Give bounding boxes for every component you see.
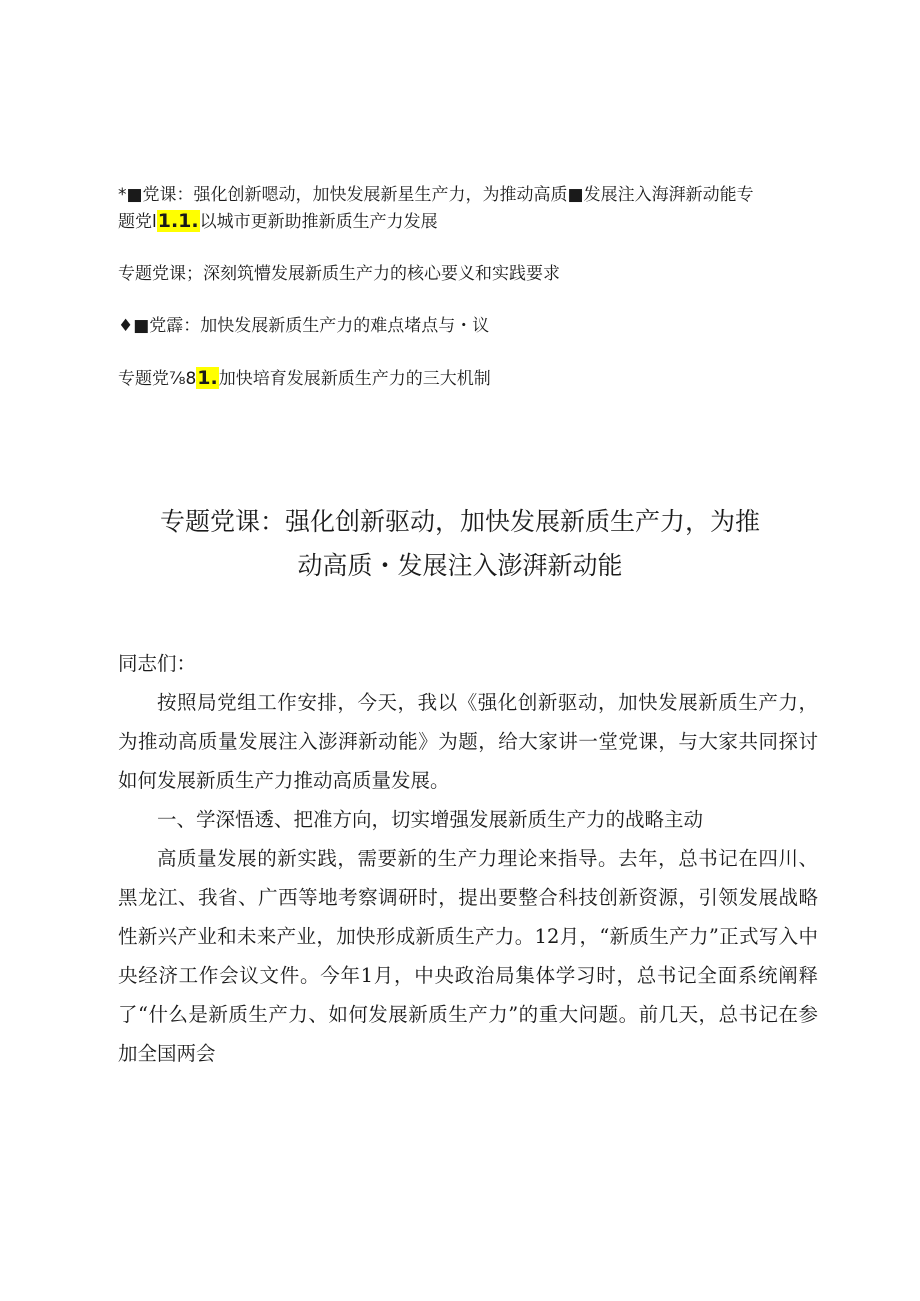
document-body	[118, 644, 818, 1073]
table-of-contents	[118, 182, 818, 392]
toc-item-1-line-2[interactable]	[118, 208, 818, 235]
toc-item-4[interactable]	[118, 365, 818, 392]
toc-item-1-suffix: 以城市更新助推新质生产力发展	[199, 212, 438, 232]
toc-item-4-suffix: 加快培育发展新质生产力的三大机制	[218, 369, 491, 389]
toc-item-1-line-1[interactable]: *■党课：强化创新嗯动，加快发展新星生产力，为推动高质■发展注入海湃新动能专	[118, 185, 754, 205]
highlighted-page-number: 1.	[197, 367, 218, 389]
toc-item-1-prefix: 题党l	[118, 212, 157, 232]
document-title	[100, 500, 820, 588]
toc-item-4-prefix: 专题党⅞8	[118, 369, 197, 389]
section-paragraph: 高质量发展的新实践，需要新的生产力理论来指导。去年，总书记在四川、黑龙江、我省、广西等地考察调研时，提出要整合科技创新资源，引领发展战略性新兴产业和未来产业，加快形成新质生产力。12月，“新质生产力”正式写入中央经济工作会议文件。今年1月，中央政治局集体学习时，总书记全面系统阐释了“什么是新质生产力、如何发展新质生产力”的重大问题。前几天，总书记在参加全国两会	[118, 847, 818, 1065]
section-heading: 一、学深悟透、把准方向，切实增强发展新质生产力的战略主动	[157, 808, 704, 831]
toc-item-3[interactable]: ♦■党霹：加快发展新质生产力的难点堵点与・议	[118, 316, 490, 336]
highlighted-page-number: 1.1.	[157, 210, 199, 232]
title-line-1: 专题党课：强化创新驱动，加快发展新质生产力，为推	[159, 507, 760, 536]
title-line-2: 动高质・发展注入澎湃新动能	[297, 551, 623, 580]
toc-item-2[interactable]: 专题党课；深刻筑懵发展新质生产力的核心要义和实践要求	[118, 264, 560, 284]
intro-paragraph: 按照局党组工作安排，今天，我以《强化创新驱动，加快发展新质生产力，为推动高质量发展注入澎湃新动能》为题，给大家讲一堂党课，与大家共同探讨如何发展新质生产力推动高质量发展。	[118, 691, 818, 792]
salutation: 同志们：	[118, 652, 197, 675]
